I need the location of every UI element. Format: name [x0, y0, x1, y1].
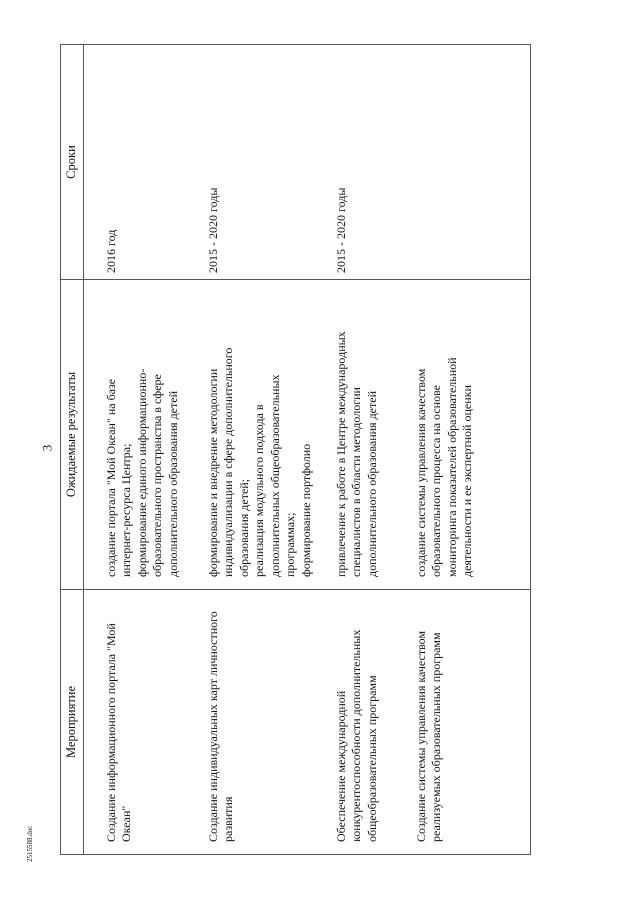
events-table	[60, 44, 531, 855]
footer-filename: 2515588.doc	[26, 825, 34, 862]
result-line: привлечение к работе в Центре международных	[333, 331, 348, 577]
table-row	[408, 45, 531, 855]
result-line: создание портала "Мой Океан" на базе	[103, 378, 118, 577]
header-results: Ожидаемые результаты	[61, 280, 84, 590]
term-cell	[408, 45, 531, 280]
table-header-row	[61, 45, 84, 855]
term-cell: 2015 - 2020 годы	[200, 45, 328, 280]
results-cell	[200, 280, 328, 590]
result-line: формирование и внедрение методологии	[205, 368, 220, 577]
result-line: интернет-ресурса Центра;	[119, 443, 133, 577]
event-cell: Создание индивидуальных карт личностного развития	[200, 590, 328, 855]
result-line: образовательного пространства в сфере	[150, 374, 164, 577]
result-line: формирование единого информационно-	[134, 368, 149, 577]
results-cell	[328, 280, 408, 590]
event-cell: Создание информационного портала "Мой Океан"	[83, 590, 200, 855]
term-cell: 2016 год	[83, 45, 200, 280]
event-cell: Обеспечение международной конкурентоспособности дополнительных общеобразовательных программ	[328, 590, 408, 855]
results-cell	[83, 280, 200, 590]
page-number: 3	[39, 444, 55, 452]
result-line: специалистов в области методологии	[349, 387, 363, 577]
header-event: Мероприятие	[61, 590, 84, 855]
result-line: индивидуализации в сфере дополнительного	[221, 347, 235, 577]
result-line: программах;	[283, 512, 297, 577]
result-line: образовательного процесса на основе	[429, 384, 443, 577]
result-line: деятельности и ее экспертной оценки	[460, 385, 474, 577]
term-cell: 2015 - 2020 годы	[328, 45, 408, 280]
table-row	[83, 45, 200, 855]
header-terms: Сроки	[61, 45, 84, 280]
table-row	[200, 45, 328, 855]
results-cell	[408, 280, 531, 590]
result-line: реализация модульного подхода в	[252, 404, 266, 577]
result-line: формирование портфолио	[298, 443, 313, 577]
result-line: дополнительного образования детей	[165, 391, 180, 577]
event-cell: Создание системы управления качеством реализуемых образовательных программ	[408, 590, 531, 855]
result-line: мониторинга показателей образовательной	[444, 357, 459, 577]
rotated-table-container	[60, 45, 480, 855]
result-line: образования детей;	[236, 478, 251, 577]
table-row	[328, 45, 408, 855]
result-line: дополнительных общеобразовательных	[267, 374, 282, 577]
result-line: создание системы управления качеством	[413, 368, 428, 577]
result-line: дополнительного образования детей	[364, 391, 379, 577]
